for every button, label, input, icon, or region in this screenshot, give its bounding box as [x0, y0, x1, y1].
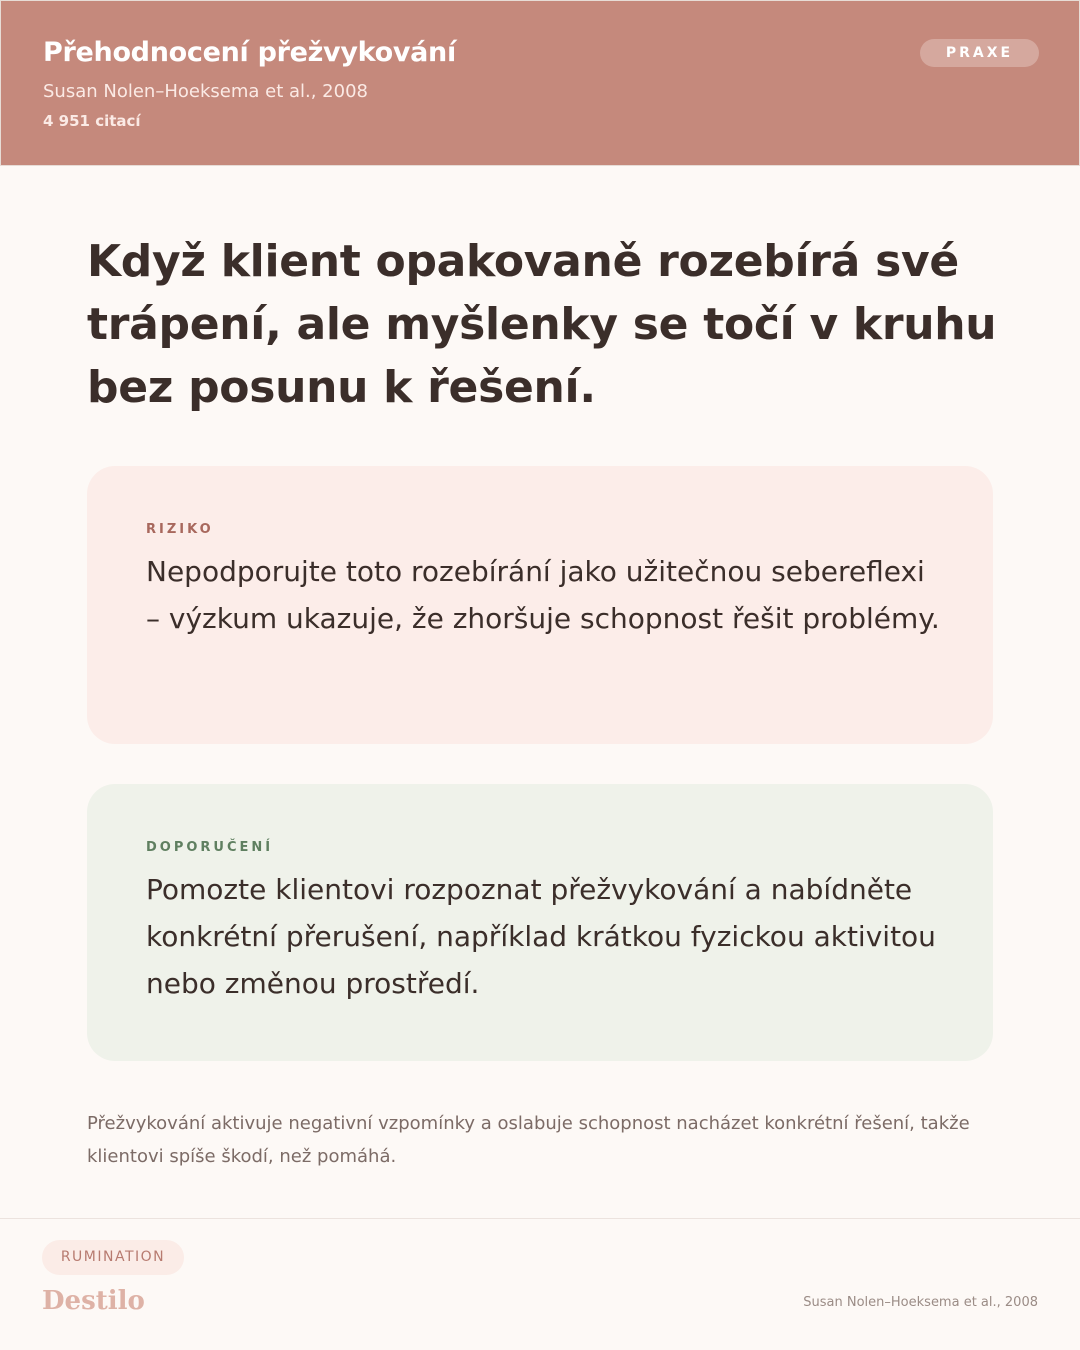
- article-title: Přehodnocení přežvykování: [43, 37, 456, 68]
- topic-tag[interactable]: RUMINATION: [42, 1240, 184, 1275]
- footer-divider: [0, 1218, 1080, 1219]
- risk-label: RIZIKO: [146, 522, 214, 537]
- recommendation-text: Pomozte klientovi rozpoznat přežvykování a nabídněte konkrétní přerušení, například krátkou fyzickou aktivitou nebo změnou prostředí.: [146, 873, 936, 1000]
- footer-citation: Susan Nolen–Hoeksema et al., 2008: [803, 1295, 1038, 1310]
- header-banner: [0, 0, 1080, 166]
- risk-card: [87, 466, 993, 744]
- recommendation-card: [87, 784, 993, 1061]
- explanatory-note: Přežvykování aktivuje negativní vzpomínky a oslabuje schopnost nacházet konkrétní řešení, takže klientovi spíše škodí, než pomáhá.: [87, 1113, 970, 1167]
- brand-logo: Destilo: [42, 1286, 145, 1316]
- risk-text: Nepodporujte toto rozebírání jako užitečnou sebereflexi – výzkum ukazuje, že zhoršuje schopnost řešit problémy.: [146, 555, 940, 635]
- article-authors: Susan Nolen–Hoeksema et al., 2008: [43, 81, 368, 102]
- citation-count: 4 951 citací: [43, 112, 141, 130]
- headline: Když klient opakovaně rozebírá své trápení, ale myšlenky se točí v kruhu bez posunu k řešení.: [87, 236, 997, 413]
- category-badge: PRAXE: [920, 39, 1039, 67]
- recommendation-label: DOPORUČENÍ: [146, 840, 274, 855]
